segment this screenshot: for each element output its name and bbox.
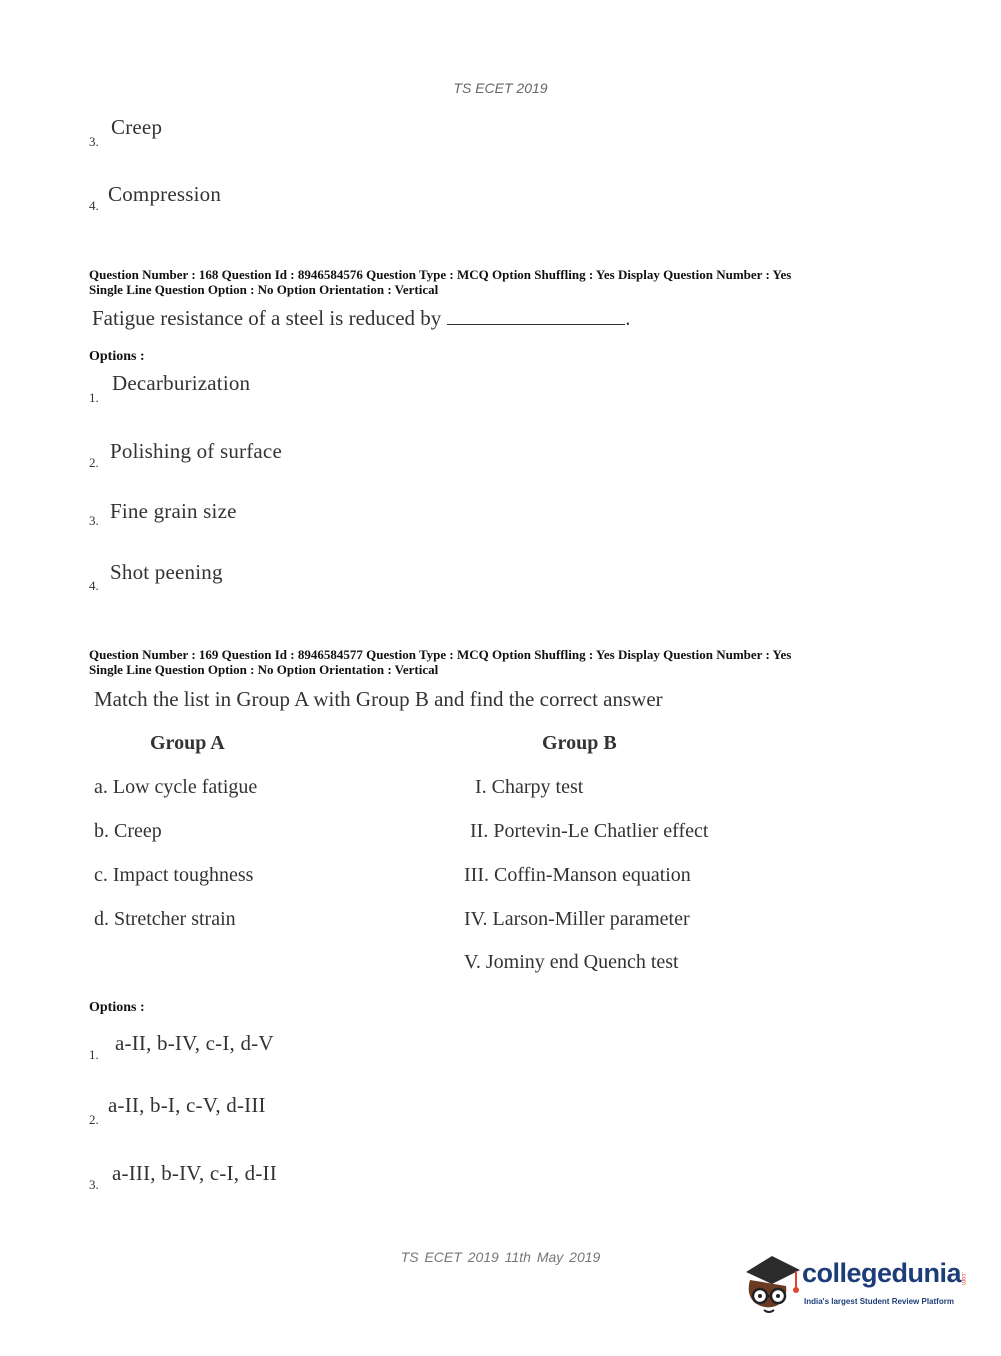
question-meta (89, 267, 791, 297)
question-meta (89, 647, 791, 677)
option-text: Fine grain size (110, 499, 237, 523)
option-number: 4. (89, 198, 99, 213)
group-b-item: I. Charpy test (475, 776, 584, 798)
group-a-item: c. Impact toughness (94, 864, 254, 886)
mascot-icon (742, 1250, 802, 1320)
option-text: a-II, b-IV, c-I, d-V (115, 1031, 274, 1055)
question-text-end: . (625, 306, 631, 330)
group-a-item: b. Creep (94, 820, 162, 842)
option-text: a-III, b-IV, c-I, d-II (112, 1161, 277, 1185)
option-number: 4. (89, 578, 99, 593)
group-a-item: a. Low cycle fatigue (94, 776, 258, 798)
question-text-body: Fatigue resistance of a steel is reduced by (92, 306, 442, 330)
question-meta-line2: Single Line Question Option : No Option Orientation : Vertical (89, 662, 439, 677)
option-number: 2. (89, 1112, 99, 1127)
option-number: 3. (89, 1177, 99, 1192)
page-footer: TS ECET 2019 11th May 2019 (400, 1249, 601, 1265)
options-label: Options : (89, 349, 145, 364)
option-number: 2. (89, 455, 99, 470)
option-text: Creep (111, 115, 163, 139)
option-number: 1. (89, 390, 99, 405)
option-number: 1. (89, 1047, 99, 1062)
group-b-item: III. Coffin-Manson equation (464, 864, 691, 886)
logo-wordmark: collegedunia (802, 1258, 962, 1288)
group-a-item: d. Stretcher strain (94, 908, 236, 930)
option-text: a-II, b-I, c-V, d-III (108, 1093, 266, 1117)
collegedunia-logo (742, 1250, 972, 1320)
answer-blank (447, 306, 625, 325)
option-text: Shot peening (110, 560, 223, 584)
question-text: Match the list in Group A with Group B and find the correct answer (94, 687, 663, 711)
option-number: 3. (89, 134, 99, 149)
question-meta-line1: Question Number : 168 Question Id : 8946584576 Question Type : MCQ Option Shuffling : Yes Display Question Number : Yes (89, 267, 792, 282)
group-b-item: II. Portevin-Le Chatlier effect (470, 820, 709, 842)
question-meta-line2: Single Line Question Option : No Option Orientation : Vertical (89, 282, 439, 297)
logo-suffix: .com (960, 1272, 966, 1286)
question-meta-line1: Question Number : 169 Question Id : 8946584577 Question Type : MCQ Option Shuffling : Yes Display Question Number : Yes (89, 647, 792, 662)
logo-tagline: India's largest Student Review Platform (804, 1297, 954, 1306)
group-b-item: IV. Larson-Miller parameter (464, 908, 690, 930)
options-label: Options : (89, 1000, 145, 1015)
option-text: Decarburization (112, 371, 251, 395)
option-text: Polishing of surface (110, 439, 282, 463)
page-header: TS ECET 2019 (453, 80, 548, 96)
group-a-header: Group A (150, 732, 225, 754)
group-b-item: V. Jominy end Quench test (464, 951, 679, 973)
question-text (92, 306, 631, 331)
option-text: Compression (108, 182, 222, 206)
option-number: 3. (89, 513, 99, 528)
group-b-header: Group B (542, 732, 617, 754)
